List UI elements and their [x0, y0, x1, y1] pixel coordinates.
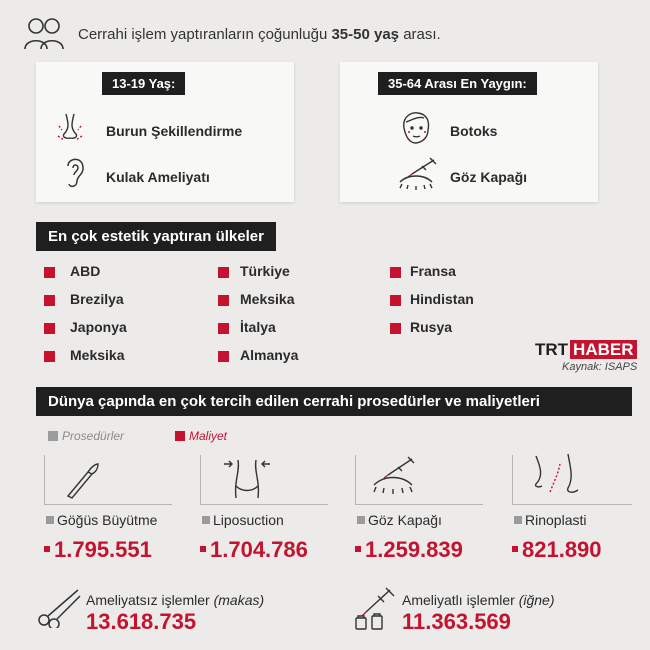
bullet-icon: [390, 323, 401, 334]
label-swatch-icon: [46, 516, 54, 524]
procedure-label-text: Rinoplasti: [525, 512, 587, 528]
divider: [44, 455, 45, 505]
nose-profile-icon: [528, 452, 588, 503]
country-item: [44, 319, 127, 339]
country-name: İtalya: [240, 319, 276, 335]
source-note: Kaynak: ISAPS: [562, 361, 638, 373]
surgical-value: 11.363.569: [402, 609, 511, 634]
procedure-value-text: 1.795.551: [54, 537, 152, 562]
legend-swatch-icon: [175, 431, 185, 441]
bullet-icon: [44, 267, 55, 278]
eye-syringe-icon: [398, 156, 440, 190]
value-swatch-icon: [44, 546, 50, 552]
legend-cost: [175, 429, 227, 443]
divider: [355, 455, 356, 505]
country-item: [218, 319, 276, 339]
nonsurgical-label: [86, 592, 264, 608]
botox-label: Botoks: [450, 123, 498, 139]
value-swatch-icon: [512, 546, 518, 552]
surgical-note: (iğne): [518, 592, 555, 608]
logo-haber: HABER: [570, 340, 636, 359]
header-text-start: Cerrahi işlem yaptıranların çoğunluğu: [78, 26, 332, 43]
country-item: [390, 263, 456, 283]
country-item: [218, 291, 295, 311]
bullet-icon: [44, 351, 55, 362]
procedure-label: [46, 512, 157, 528]
country-item: [44, 263, 101, 283]
countries-banner: En çok estetik yaptıran ülkeler: [36, 222, 276, 251]
legend-swatch-icon: [48, 431, 58, 441]
header-text-end: arası.: [399, 26, 441, 43]
procedure-value: [200, 537, 308, 563]
bullet-icon: [390, 295, 401, 306]
divider: [355, 504, 483, 505]
label-swatch-icon: [514, 516, 522, 524]
ear-surgery-label: Kulak Ameliyatı: [106, 169, 210, 185]
nonsurgical-value: 13.618.735: [86, 609, 197, 634]
header-text: [78, 26, 441, 43]
country-item: [218, 347, 299, 367]
country-name: Meksika: [70, 347, 125, 363]
country-name: Türkiye: [240, 263, 290, 279]
country-item: [44, 291, 124, 311]
label-swatch-icon: [202, 516, 210, 524]
nonsurgical-note: (makas): [213, 592, 265, 608]
legend-procedures-label: Prosedürler: [62, 429, 125, 443]
procedure-value-text: 1.259.839: [365, 537, 463, 562]
bullet-icon: [390, 267, 401, 278]
country-item: [390, 319, 453, 339]
bullet-icon: [218, 351, 229, 362]
divider: [512, 504, 632, 505]
country-name: Japonya: [70, 319, 127, 335]
eyelid-label: Göz Kapağı: [450, 169, 528, 185]
legend-cost-label: Maliyet: [189, 429, 228, 443]
country-item: [44, 347, 125, 367]
bullet-icon: [44, 295, 55, 306]
procedure-label-text: Göz Kapağı: [368, 512, 442, 528]
trt-haber-logo: [535, 340, 637, 360]
scissors-icon: [36, 586, 82, 633]
nose-reshaping-label: Burun Şekillendirme: [106, 123, 243, 139]
people-icon: [22, 16, 66, 50]
teen-card-title: 13-19 Yaş:: [102, 72, 185, 95]
syringe-vial-icon: [352, 586, 398, 635]
scalpel-icon: [62, 460, 102, 505]
eye-syringe-icon: [372, 455, 420, 502]
bullet-icon: [44, 323, 55, 334]
country-item: [218, 263, 290, 283]
procedure-label: [514, 512, 586, 528]
country-item: [390, 291, 474, 311]
divider: [512, 455, 513, 505]
procedure-value-text: 821.890: [522, 537, 602, 562]
label-swatch-icon: [357, 516, 365, 524]
country-name: Hindistan: [410, 291, 474, 307]
logo-trt: TRT: [535, 340, 569, 359]
country-name: Almanya: [240, 347, 299, 363]
country-name: Rusya: [410, 319, 453, 335]
adult-card-title: 35-64 Arası En Yaygın:: [378, 72, 537, 95]
country-name: ABD: [70, 263, 101, 279]
procedure-label: [202, 512, 284, 528]
waist-icon: [222, 458, 272, 505]
nonsurgical-label-text: Ameliyatsız işlemler: [86, 592, 214, 608]
procedure-value: [44, 537, 152, 563]
value-swatch-icon: [200, 546, 206, 552]
procedure-label-text: Göğüs Büyütme: [57, 512, 158, 528]
divider: [200, 455, 201, 505]
bullet-icon: [218, 295, 229, 306]
procedure-value: [512, 537, 602, 563]
bullet-icon: [218, 323, 229, 334]
surgical-label: [402, 592, 555, 608]
procedure-value: [355, 537, 463, 563]
surgical-label-text: Ameliyatlı işlemler: [402, 592, 519, 608]
procedure-label-text: Liposuction: [213, 512, 284, 528]
country-name: Meksika: [240, 291, 295, 307]
value-swatch-icon: [355, 546, 361, 552]
country-name: Brezilya: [70, 291, 124, 307]
header-text-bold: 35-50 yaş: [331, 26, 400, 43]
procedure-value-text: 1.704.786: [210, 537, 308, 562]
ear-icon: [62, 156, 86, 190]
procedures-banner: Dünya çapında en çok tercih edilen cerrahi prosedürler ve maliyetleri: [36, 387, 632, 416]
country-name: Fransa: [410, 263, 456, 279]
nose-icon: [56, 112, 84, 144]
legend-procedures: [48, 429, 124, 443]
procedure-label: [357, 512, 442, 528]
bullet-icon: [218, 267, 229, 278]
face-icon: [398, 110, 434, 146]
